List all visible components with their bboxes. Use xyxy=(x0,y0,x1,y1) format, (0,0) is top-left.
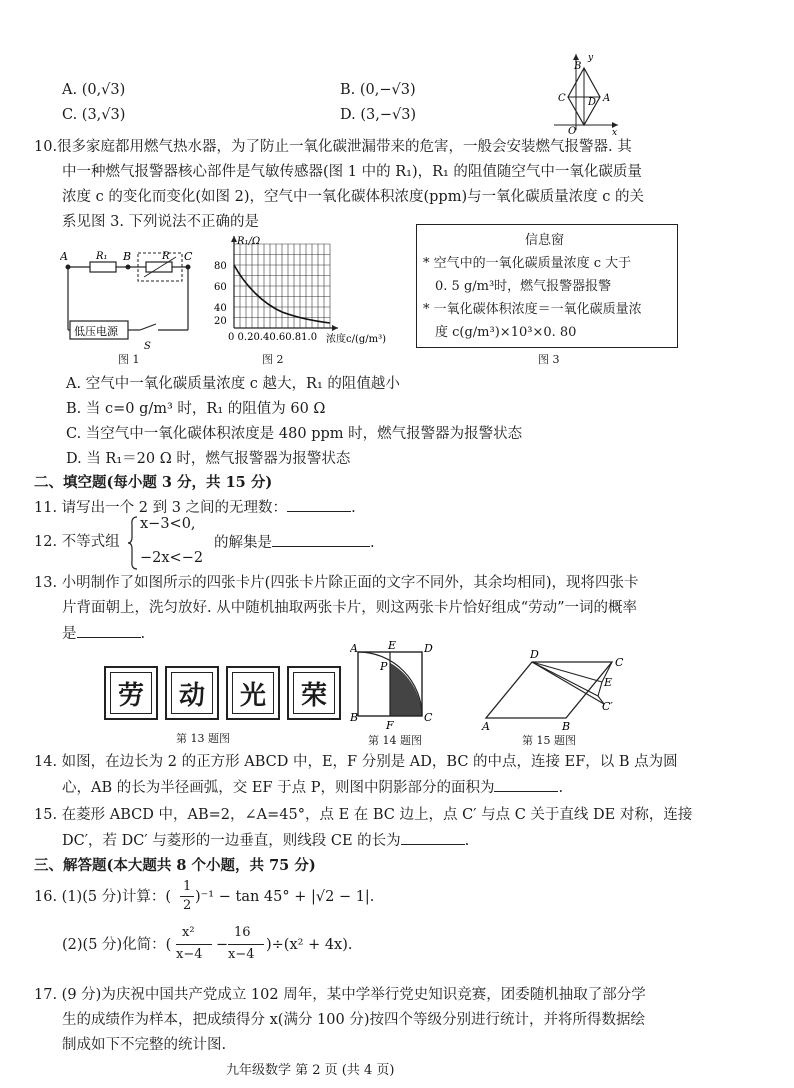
q9-fig-label-y: y xyxy=(588,53,594,63)
q11-answer-blank[interactable] xyxy=(287,497,351,512)
card-lao xyxy=(104,666,158,720)
q13-line2: 片背面朝上，洗匀放好. 从中随机抽取两张卡片，则这两张卡片恰好组成“劳动”一词的概率 xyxy=(62,600,638,616)
fig15-label-e: E xyxy=(604,676,613,689)
q14-fig-caption: 第 14 题图 xyxy=(368,734,422,747)
card-text: 劳 xyxy=(117,680,144,711)
q9-figure xyxy=(548,50,620,135)
fig1-caption: 图 1 xyxy=(118,353,140,366)
q10-fig3-infobox xyxy=(416,224,678,348)
q12-inequality-2: −2x<−2 xyxy=(140,550,204,566)
fig14-label-e: E xyxy=(388,639,397,652)
q16-frac-den: 2 xyxy=(183,898,192,913)
q14-line1: 14. 如图，在边长为 2 的正方形 ABCD 中，E，F 分别是 AD，BC 的中点，连接 EF，以 B 点为圆 xyxy=(34,754,678,770)
q16-frac1-num: x² xyxy=(182,925,195,940)
q12-inequality-1: x−3<0, xyxy=(140,516,196,532)
q16-frac1-den: x−4 xyxy=(176,947,203,962)
page-footer: 九年级数学 第 2 页 (共 4 页) xyxy=(226,1063,395,1078)
q9-option-a: A. (0,√3) xyxy=(62,82,126,98)
q12-answer-line xyxy=(214,532,375,553)
q15-end: . xyxy=(464,833,470,849)
q14-line2 xyxy=(62,777,563,798)
fig14-label-a: A xyxy=(350,642,358,655)
q13-fig-caption: 第 13 题图 xyxy=(176,732,230,745)
q16-part2-suffix: )÷(x² + 4x). xyxy=(266,937,353,953)
q16-frac2-den: x−4 xyxy=(228,947,255,962)
q9-option-b: B. (0,−√3) xyxy=(340,82,416,98)
switch-symbol xyxy=(140,324,156,330)
fig2-ytick-80: 80 xyxy=(214,261,227,272)
fig2-ytick-60: 60 xyxy=(214,282,227,293)
fig3-line3: * 一氧化碳体积浓度＝一氧化碳质量浓 xyxy=(423,302,642,317)
fig14-label-d: D xyxy=(424,642,433,655)
q9-fig-label-a: A xyxy=(603,93,611,104)
q12-answer-blank[interactable] xyxy=(272,532,370,547)
card-rong xyxy=(287,666,341,720)
q10-option-c: C. 当空气中一氧化碳体积浓度是 480 ppm 时，燃气报警器为报警状态 xyxy=(66,426,523,442)
q15-line2 xyxy=(62,830,469,851)
q16-part1-prefix: 16. (1)(5 分)计算：( xyxy=(34,889,172,905)
q15-answer-blank[interactable] xyxy=(401,830,465,845)
q17-line1: 17. (9 分)为庆祝中国共产党成立 102 周年，某中学举行党史知识竞赛，团委随机抽取了部分学 xyxy=(34,987,646,1003)
card-text: 动 xyxy=(178,680,205,711)
fig1-label-b: B xyxy=(123,250,132,263)
q16-part1-suffix: )⁻¹ − tan 45° + |√2 − 1|. xyxy=(195,889,375,905)
q9-fig-label-d: D xyxy=(588,97,597,108)
q14-figure xyxy=(350,638,440,733)
section2-header: 二、填空题(每小题 3 分，共 15 分) xyxy=(34,474,273,491)
q10-stem-line2: 中一种燃气报警器核心部件是气敏传感器(图 1 中的 R₁)，R₁ 的阻值随空气中一氧化碳质量 xyxy=(62,164,642,180)
q12-brace xyxy=(127,515,139,571)
q15-figure xyxy=(478,648,628,734)
q9-fig-label-o: O xyxy=(568,126,577,135)
q10-option-b: B. 当 c=0 g/m³ 时，R₁ 的阻值为 60 Ω xyxy=(66,401,326,417)
q16-frac2-num: 16 xyxy=(234,925,251,940)
fig15-label-a: A xyxy=(482,720,490,733)
q10-stem-line4: 系见图 3. 下列说法不正确的是 xyxy=(62,214,260,230)
q10-stem-line1: 10.很多家庭都用燃气热水器，为了防止一氧化碳泄漏带来的危害，一般会安装燃气报警器. 其 xyxy=(34,139,632,155)
q11-stem: 11. 请写出一个 2 到 3 之间的无理数： xyxy=(34,500,288,516)
fig3-line2: 0. 5 g/m³时，燃气报警器报警 xyxy=(435,279,612,294)
q12-prefix: 12. 不等式组 xyxy=(34,534,120,550)
fig3-title: 信息窗 xyxy=(525,233,565,248)
q9-option-d: D. (3,−√3) xyxy=(340,107,417,123)
q13-line3-prefix: 是 xyxy=(62,626,77,642)
q11-end: . xyxy=(351,500,356,516)
fig14-shaded-region xyxy=(390,652,422,716)
fig14-label-c: C xyxy=(424,711,433,724)
q9-fig-label-x: x xyxy=(612,128,618,135)
q13-line3 xyxy=(62,623,145,644)
q14-line2-text: 心，AB 的长为半径画弧，交 EF 于点 P，则图中阴影部分的面积为 xyxy=(62,780,495,796)
fig14-label-p: P xyxy=(380,660,388,673)
q10-fig2-graph xyxy=(212,232,412,347)
fig2-ytick-40: 40 xyxy=(214,303,227,314)
card-guang xyxy=(226,666,280,720)
fig1-label-s: S xyxy=(144,341,151,352)
fig3-line1: * 空气中的一氧化碳质量浓度 c 大于 xyxy=(423,256,632,271)
q10-option-d: D. 当 R₁＝20 Ω 时，燃气报警器为报警状态 xyxy=(66,451,351,467)
fig15-label-c: C xyxy=(615,656,624,669)
fig15-label-c-prime: C′ xyxy=(602,700,613,713)
q13-line1: 13. 小明制作了如图所示的四张卡片(四张卡片除正面的文字不同外，其余均相同)，现将四张卡 xyxy=(34,575,639,591)
q9-option-c: C. (3,√3) xyxy=(62,107,126,123)
card-text: 光 xyxy=(239,680,266,711)
fig2-ylabel: R₁/Ω xyxy=(237,236,261,247)
q12-end: . xyxy=(370,535,375,551)
fig1-label-c: C xyxy=(184,250,193,263)
q10-option-a: A. 空气中一氧化碳质量浓度 c 越大，R₁ 的阻值越小 xyxy=(66,376,400,392)
fig1-label-r: R xyxy=(162,251,170,262)
q14-answer-blank[interactable] xyxy=(494,777,558,792)
fig15-label-d: D xyxy=(530,648,539,661)
fig1-power-label: 低压电源 xyxy=(74,325,118,338)
q12-suffix: 的解集是 xyxy=(214,535,272,551)
q10-stem-line3: 浓度 c 的变化而变化(如图 2)，空气中一氧化碳体积浓度(ppm)与一氧化碳质量浓度 c 的关 xyxy=(62,189,644,205)
fig2-xlabel: 浓度c/(g/m³) xyxy=(326,334,387,345)
q13-end: . xyxy=(140,626,146,642)
fig1-label-r1: R₁ xyxy=(96,251,108,262)
q16-minus: − xyxy=(216,937,229,953)
fig3-line4: 度 c(g/m³)×10³×0. 80 xyxy=(435,325,577,340)
section3-header: 三、解答题(本大题共 8 个小题，共 75 分) xyxy=(34,857,316,874)
q15-fig-caption: 第 15 题图 xyxy=(522,734,576,747)
q14-end: . xyxy=(558,780,564,796)
fig1-label-a: A xyxy=(60,250,68,263)
q15-line2-text: DC′，若 DC′ 与菱形的一边垂直，则线段 CE 的长为 xyxy=(62,833,401,849)
q15-line1: 15. 在菱形 ABCD 中，AB=2，∠A=45°，点 E 在 BC 边上，点 C′ 与点 C 关于直线 DE 对称，连接 xyxy=(34,807,693,823)
fig14-label-b: B xyxy=(350,711,359,724)
fig2-xticks: 0 0.20.40.60.81.0 xyxy=(228,332,318,343)
q16-frac-num: 1 xyxy=(183,879,192,894)
resistor-r-symbol xyxy=(146,262,172,272)
q9-fig-label-b: B xyxy=(574,61,582,72)
fig14-label-f: F xyxy=(386,719,394,732)
q13-answer-blank[interactable] xyxy=(77,623,141,638)
q17-line3: 制成如下不完整的统计图. xyxy=(62,1037,227,1053)
q17-line2: 生的成绩作为样本，把成绩得分 x(满分 100 分)按四个等级分别进行统计，并将所得数据绘 xyxy=(62,1012,645,1028)
resistor-r1-symbol xyxy=(90,262,116,272)
card-dong xyxy=(165,666,219,720)
fig2-ytick-20: 20 xyxy=(214,316,227,327)
q10-fig1-circuit xyxy=(60,245,210,355)
fig15-label-b: B xyxy=(562,720,571,733)
q9-fig-label-c: C xyxy=(558,93,566,104)
fig2-caption: 图 2 xyxy=(262,353,284,366)
card-text: 荣 xyxy=(300,680,327,711)
fig3-caption: 图 3 xyxy=(538,353,560,366)
q16-part2-prefix: (2)(5 分)化简：( xyxy=(62,937,172,953)
